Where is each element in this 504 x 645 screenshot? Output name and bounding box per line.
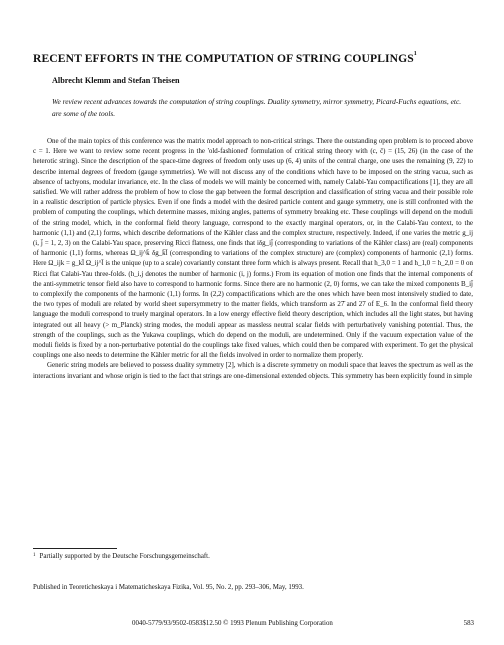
footnote-mark: 1 bbox=[33, 553, 36, 558]
paper-abstract: We review recent advances towards the computation of string couplings. Duality symmetry, mirror symmetry, Picard-Fuchs equations, etc. are some of the tools. bbox=[52, 97, 462, 118]
copyright-line: 0040-5779/93/9502-0583$12.50 © 1993 Plenum Publishing Corporation bbox=[132, 620, 333, 627]
publication-info: Published in Teoreticheskaya i Matematicheskaya Fizika, Vol. 95, No. 2, pp. 293–306, May, 1993. bbox=[33, 584, 304, 591]
body-paragraph-1: One of the main topics of this conference was the matrix model approach to non-critical strings. There the outstanding open problem is to proceed above c = 1. Here we want to review some recent progress in the 'old-fashioned' formulation of critical string theory with (c, c̄) = (15, 26) (in the case of the heterotic string). Since the description of the space-time degrees of freedom only uses up (6, 4) units of the central charge, one uses the remaining (9, 22) to describe internal degrees of freedom (gauge symmetries). We will not discuss any of the conditions which have to be imposed on the string vacua, such as absence of tachyons, modular invariance, etc. In the class of models we will mainly be concerned with, namely Calabi-Yau compactifications [1], they are all satisfied. We will rather address the problem of how to close the gap between the formal description and classification of string vacua and their possible role in a realistic description of particle physics. Even if one finds a model with the desired particle content and gauge symmetry, one is still confronted with the problem of computing the couplings, which determine masses, mixing angles, patterns of symmetry breaking etc. These couplings will depend on the moduli of the string model, which, in the conformal field theory language, correspond to the exactly marginal operators, or, in the Calabi-Yau context, to the harmonic (1,1) and (2,1) forms, which describe deformations of the Kähler class and the complex structure, respectively. Indeed, if one varies the metric g_ij (i, j̄ = 1, 2, 3) on the Calabi-Yau space, preserving Ricci flatness, one finds that iδg_ij̄ (corresponding to variations of the Kähler class) are (real) components of harmonic (1,1) forms, whereas Ω_ij^k̄ δg_k̄l̄ (corresponding to variations of the complex structure) are (complex) components of harmonic (2,1) forms. Here Ω_ijk = g_kl̄ Ω_ij^l̄ is the unique (up to a scale) covariantly constant three form which is always present. Recall that h_3,0 = 1 and h_1,0 = h_2,0 = 0 on Ricci flat Calabi-Yau three-folds. (h_i,j denotes the number of harmonic (i, j) forms.) From its equation of motion one finds that the internal components of the anti-symmetric tensor field also have to correspond to harmonic forms. Since there are no harmonic (2, 0) forms, we can take the mixed components B_ij̄ to complexify the components of the harmonic (1,1) forms. In (2,2) compactifications which are the ones which have been most intensively studied to date, the two types of moduli are related by world sheet supersymmetry to the matter fields, which transform as 27̄ and 27 of E_6. In the conformal field theory language the moduli correspond to truely marginal operators. In a low energy effective field theory description, which includes all the light states, but having integrated out all heavy (> m_Planck) string modes, the moduli appear as massless neutral scalar fields with perturbatively vanishing potential. Thus, the strength of the couplings, such as the Yukawa couplings, which do depend on the moduli, are undetermined. Only if the vacuum expectation value of the moduli fields is fixed by a non-perturbative potential do the couplings take fixed values, which could then be compared with experiment. To get the physical couplings one also needs to determine the Kähler metric for all the fields involved in order to normalize them properly. bbox=[33, 137, 473, 360]
paper-title-text: RECENT EFFORTS IN THE COMPUTATION OF STRING COUPLINGS bbox=[33, 52, 414, 65]
page-number: 583 bbox=[463, 620, 474, 627]
title-footnote-mark: 1 bbox=[413, 51, 417, 57]
body-text bbox=[33, 136, 473, 381]
paper-authors: Albrecht Klemm and Stefan Theisen bbox=[52, 76, 180, 85]
body-paragraph-2: Generic string models are believed to possess duality symmetry [2], which is a discrete symmetry on moduli space that leaves the spectrum as well as the interactions invariant and whose origin is tied to the fact that strings are one-dimensional extended objects. This symmetry has been explicitly found in simple bbox=[33, 361, 473, 380]
footnote-text: Partially supported by the Deutsche Forschungsgemeinschaft. bbox=[39, 553, 210, 560]
footnote-divider bbox=[33, 548, 117, 549]
paper-title bbox=[33, 52, 473, 65]
footnote bbox=[33, 553, 210, 560]
